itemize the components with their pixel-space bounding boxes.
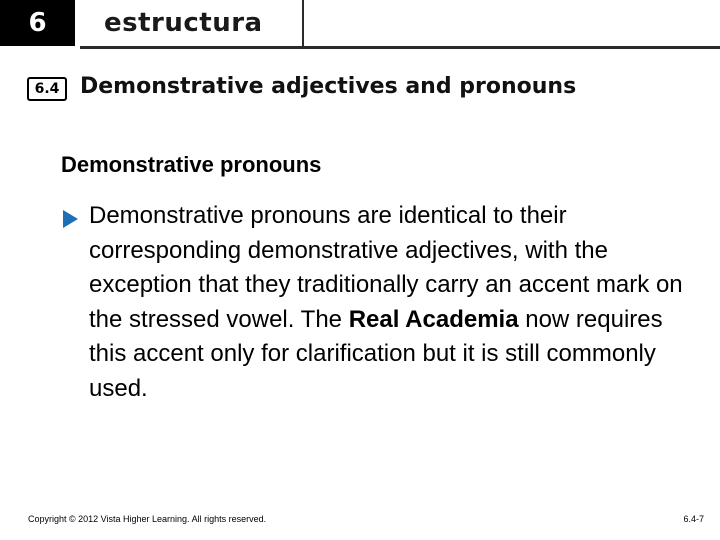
- slide-title: Demonstrative pronouns: [61, 152, 322, 177]
- bullet-text-bold: Real Academia: [348, 305, 519, 333]
- section-name: estructura: [104, 8, 263, 38]
- subsection-badge: 6.4: [27, 77, 67, 101]
- footer-copyright: Copyright © 2012 Vista Higher Learning. All rights reserved.: [28, 514, 267, 524]
- triangle-bullet-icon: [63, 210, 78, 228]
- bullet-text-part1: Demonstrative pronouns are identical to their corresponding demonstrative adjectives, with the exception that they traditionally carry an accent mark on the stressed vowel. The: [89, 202, 683, 333]
- chapter-number: 6: [28, 8, 47, 38]
- subsection-title: Demonstrative adjectives and pronouns: [80, 74, 577, 99]
- bullet-text-part2: now requires this accent only for clarification but it is still commonly used.: [89, 305, 663, 402]
- bullet-text: [89, 199, 689, 406]
- header-divider: [302, 0, 304, 46]
- footer-page-number: 6.4-7: [683, 514, 704, 524]
- header-rule: [80, 46, 720, 49]
